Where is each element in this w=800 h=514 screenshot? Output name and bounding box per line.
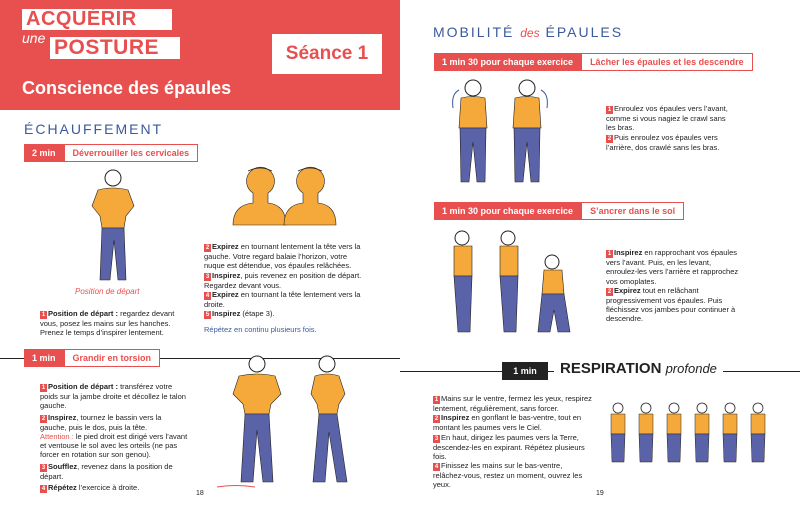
exercise-pill-anchor [434,202,684,220]
exercise-duration: 1 min [502,362,548,380]
page-number-right: 19 [596,490,604,497]
title-script: une [22,30,46,46]
r-ex2-steps [606,248,741,324]
r-ex3-step-1: 1 Mains sur le ventre, fermez les yeux, respirez lentement, régulièrement, sans forcer. [433,394,592,413]
exercise-duration: 1 min [24,349,64,367]
ex1-repeat: Répétez en continu plusieurs fois. [204,325,317,334]
figure-standing-illustration [78,168,148,283]
r-ex1-step-1: 1 Enroulez vos épaules vers l’avant, comme si vous nagiez le crawl sans les bras. [606,104,728,133]
title-line-2: POSTURE [50,37,180,59]
section-heading-warmup: ÉCHAUFFEMENT [24,121,164,137]
head-rotation-illustration [228,165,338,230]
exercise-pill-cervicales [24,144,198,162]
r-ex2-step-2: 2 Expirez tout en relâchant progressivement vos épaules. Puis fléchissez vos jambes pour continuer à descendre. [606,285,736,324]
figure-caption: Position de départ [75,287,140,296]
r-ex3-step-2: 2 Inspirez en gonflant le bas-ventre, tout en montant les paumes vers le Ciel. [433,413,582,433]
seance-badge: Séance 1 [272,34,382,74]
anchor-illustration [440,228,580,338]
ex2-step-4: 4 Répétez l’exercice à droite. [41,483,140,493]
exercise-duration: 1 min 30 pour chaque exercice [434,202,581,220]
exercise-pill-shoulders [434,53,753,71]
section-heading-mobility: MOBILITÉ des ÉPAULES [433,24,624,40]
exercise-name: Déverrouiller les cervicales [64,144,199,162]
r-ex3-step-4: 4 Finissez les mains sur le bas-ventre, relâchez-vous, restez un moment, ouvrez les yeux. [433,461,583,490]
ex1-step-2: 2 Expirez en tournant lentement la tête vers la gauche. Votre regard balaie l’horizon, votre nuque est détendue, vos épaules relâchées. [204,242,361,271]
exercise-pill-torsion [24,349,160,367]
ex1-steps [204,242,364,319]
r-ex3-steps [433,394,593,490]
exercise-duration: 1 min 30 pour chaque exercice [434,53,581,71]
r-ex2-step-1: 1 Inspirez en rapprochant vos épaules vers l’avant. Puis, en les levant, enroulez-les vers l’arrière et rapprochez vos omoplates. [606,248,739,286]
exercise-name: S’ancrer dans le sol [581,202,684,220]
exercise-name: Lâcher les épaules et les descendre [581,53,753,71]
exercise-duration: 2 min [24,144,64,162]
ex2-steps [40,382,190,493]
ex2-step-2: 2 Inspirez, tournez le bassin vers la gauche, puis le dos, puis la tête. [40,412,162,432]
ex1-step-4: 4 Expirez en tournant la tête lentement vers la droite. [204,289,361,309]
r-ex1-steps [606,104,736,152]
ex2-step-1: 1 Position de départ : transférez votre poids sur la jambe droite et décollez le talon gauche. [40,382,186,411]
page-number-left: 18 [196,490,204,497]
ex2-step-3: 3 Soufflez, revenez dans la position de départ. [40,461,173,481]
torsion-illustration [215,352,365,492]
r-ex1-step-2: 2 Puis enroulez vos épaules vers l’arrière, dos crawlé sans les bras. [606,132,720,152]
exercise-name: Grandir en torsion [64,349,161,367]
shoulder-roll-illustration [445,78,555,188]
ex1-step-5: 5 Inspirez (étape 3). [205,309,275,319]
breathing-illustration [608,398,768,466]
page-subtitle: Conscience des épaules [22,78,232,98]
ex1-step-3: 3 Inspirez, puis revenez en position de départ. Regardez devant vous. [204,270,362,290]
ex1-start-text: 1 Position de départ : regardez devant vous, posez les mains sur les hanches. Prenez le temps d’inspirer lentement. [40,309,175,338]
title-line-1: ACQUÉRIR [22,9,172,30]
r-ex3-step-3: 3 En haut, dirigez les paumes vers la Terre, descendez-les en expirant. Répétez plusieurs fois. [433,432,585,461]
ex2-attention: Attention : le pied droit est dirigé vers l’avant et ventouse le sol avec les orteils (ne pas forcer en rotation sur son genou). [40,431,188,460]
breathing-title: RESPIRATION profonde [554,360,723,377]
